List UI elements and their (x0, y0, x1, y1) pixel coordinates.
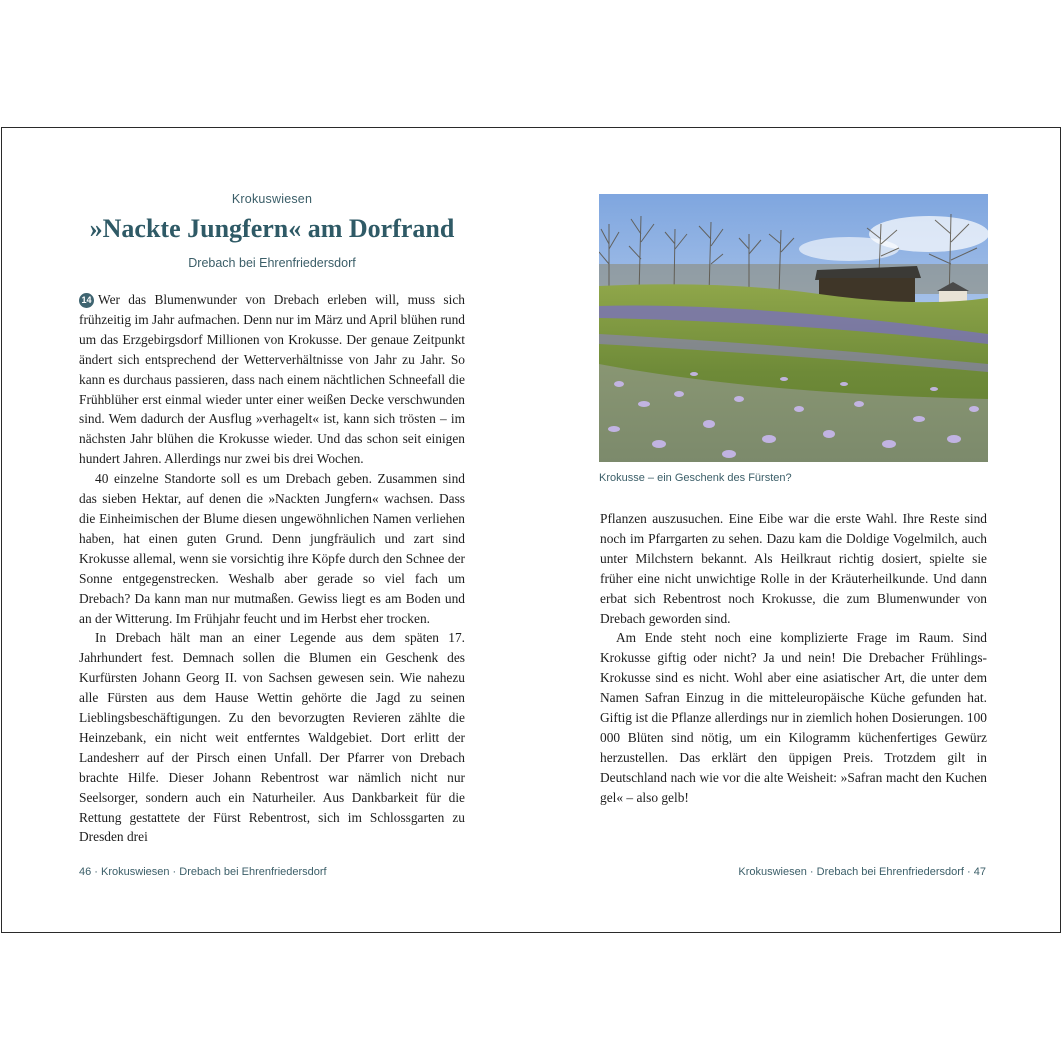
left-body-text (79, 290, 465, 847)
left-page (2, 128, 532, 932)
paragraph: Am Ende steht noch eine komplizierte Frage im Raum. Sind Krokusse giftig oder nicht? Ja und nein! Die Drebacher Frühlings-Krokusse sind es nicht. Wohl aber eine asiatischer Art, die unter dem Namen Safran Einzug in die mitteleuropäische Küche gefunden hat. Giftig ist die Pflanze allerdings nur in ziemlich hohen Dosierungen. 100 000 Blüten sind nötig, um ein Kilogramm küchenfertiges Gewürz herzustellen. Das erklärt den üppigen Preis. Trotzdem gilt in Deutschland nach wie vor die alte Weisheit: »Safran macht den Kuchen gel« – also gelb! (600, 630, 987, 805)
paragraph-text: Wer das Blumenwunder von Drebach erleben will, muss sich frühzeitig im Jahr aufmachen. Denn nur im März und April blühen rund um das Erzgebirgsdorf Millionen von Krokusse. Der genaue Zeitpunkt ändert sich entsprechend der Wetterverhältnisse von Jahr zu Jahr. So kann es durchaus passieren, dass nach einem nächtlichen Schneefall die Frühblüher erst einmal wieder unter einer weißen Decke verschwunden sind. Wem dadurch der Ausflug »verhagelt« ist, kann sich trösten – im nächsten Jahr blühen die Krokusse wieder. Und das schon seit einigen hundert Jahren. Allerdings nur zwei bis drei Wochen. (79, 292, 465, 467)
paragraph: 40 einzelne Standorte soll es um Drebach geben. Zusammen sind das sieben Hektar, auf denen die »Nackten Jungfern« wachsen. Dass die Einheimischen der Blume diesen ungewöhnlichen Namen verliehen haben, hat einen guten Grund. Denn jungfräulich und zart sind Krokusse allemal, wenn sie vorsichtig ihre Köpfe durch den Schnee der Sonne entgegenstrecken. Weshalb aber gerade so viel fach um Drebach? Da kann man nur mutmaßen. Gewiss liegt es am Boden und an der Witterung. Im Frühjahr feucht und im Herbst eher trocken. (79, 471, 465, 626)
crocus-meadow-photo (599, 194, 988, 462)
photo-caption: Krokusse – ein Geschenk des Fürsten? (599, 472, 792, 484)
paragraph: Pflanzen auszusuchen. Eine Eibe war die erste Wahl. Ihre Reste sind noch im Pfarrgarten zu sehen. Dazu kam die Doldige Vogelmilch, auch unter Milchstern bekannt. Als Heilkraut richtig dosiert, spielte sie früher eine nicht unwichtige Rolle in der Kräuterheilkunde. Und dann erbat sich Rebentrost noch Krokusse, die zum Blumenwunder von Drebach geworden sind. (600, 511, 987, 626)
chapter-kicker: Krokuswiesen (231, 192, 313, 206)
page-footer-right: Krokuswiesen · Drebach bei Ehrenfriedersdorf · 47 (738, 866, 986, 878)
book-spread (1, 127, 1061, 933)
paragraph (79, 290, 465, 469)
page-subtitle: Drebach bei Ehrenfriedersdorf (188, 256, 356, 270)
right-body-text (600, 509, 987, 808)
page-footer-left: 46 · Krokuswiesen · Drebach bei Ehrenfriedersdorf (79, 866, 327, 878)
page-title: »Nackte Jungfern« am Dorfrand (89, 214, 455, 243)
right-page (532, 128, 1062, 932)
paragraph: In Drebach hält man an einer Legende aus dem späten 17. Jahrhundert fest. Demnach sollen die Blumen ein Geschenk des Kurfürsten Johann Georg II. von Sachsen gewesen sein. Wie nahezu alle Fürsten aus dem Hause Wettin gehörte die Jagd zu seinen Lieblingsbeschäftigungen. Zu den bevorzugten Revieren zählte die Heinzebank, ein nicht weit entferntes Waldgebiet. Dort erlitt der Landesherr auf der Pirsch einen Unfall. Der Pfarrer von Drebach brachte Hilfe. Dieser Johann Rebentrost war nämlich nicht nur Seelsorger, sondern auch ein Naturheiler. Aus Dankbarkeit für die Rettung gestattete der Fürst Rebentrost, sich im Schlossgarten zu Dresden drei (79, 630, 465, 845)
location-number-badge: 14 (79, 293, 94, 308)
